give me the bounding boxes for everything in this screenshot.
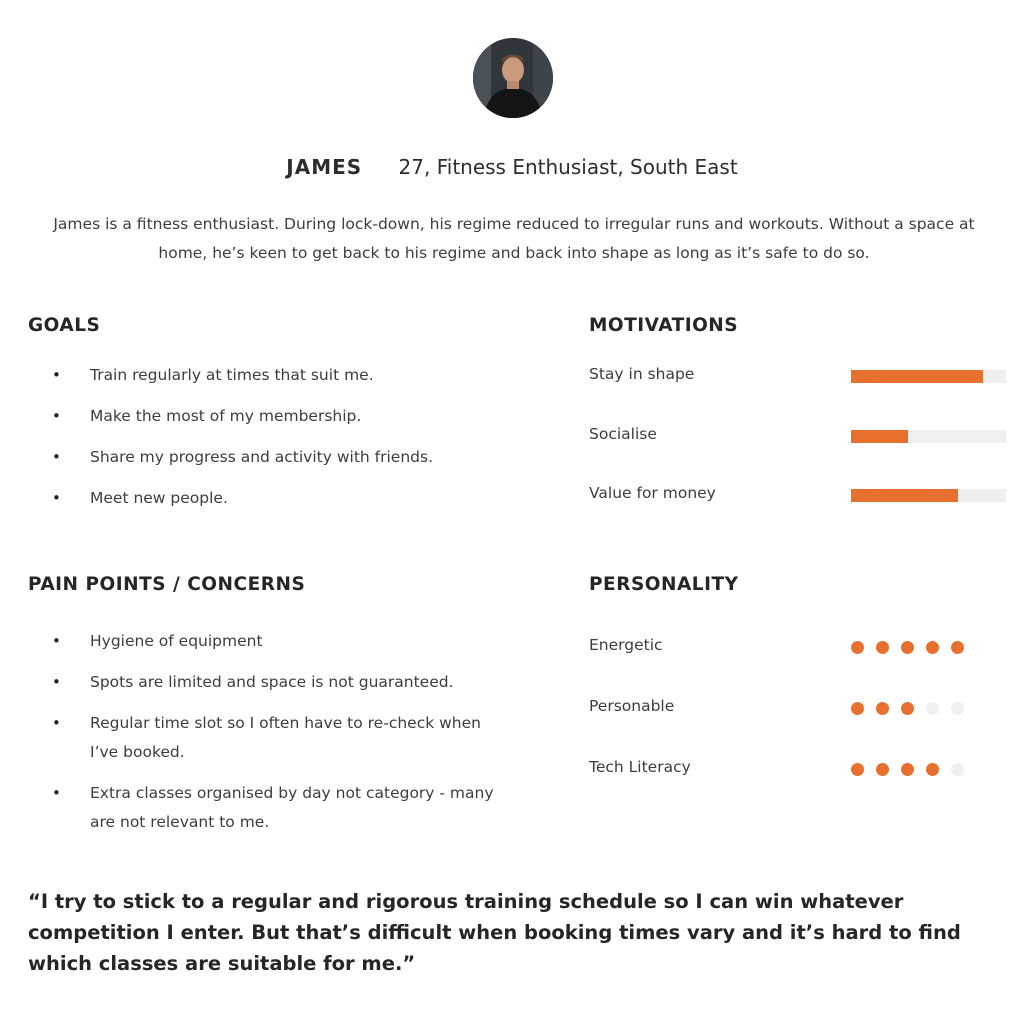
rating-dot-filled	[901, 702, 914, 715]
bullet-icon: •	[52, 366, 61, 384]
rating-dot-filled	[851, 763, 864, 776]
motivation-bar	[851, 489, 1006, 502]
bullet-icon: •	[52, 784, 61, 802]
pain-point-text: Spots are limited and space is not guaranteed.	[90, 673, 454, 691]
pain-points-list	[48, 627, 518, 837]
persona-bio: James is a fitness enthusiast. During lock-down, his regime reduced to irregular runs and workouts. Without a space at home, he’s keen to get back to his regime and back into shape as long as it’s safe to do so.	[53, 215, 975, 262]
rating-dot-filled	[901, 763, 914, 776]
motivation-bar	[851, 430, 1006, 443]
personality-rating	[851, 763, 964, 776]
bullet-icon: •	[52, 407, 61, 425]
personality-rating	[851, 641, 964, 654]
goals-list	[48, 361, 518, 513]
goal-text: Make the most of my membership.	[90, 407, 362, 425]
pain-point-text: Extra classes organised by day not category - many are not relevant to me.	[90, 784, 494, 831]
list-item	[48, 627, 518, 656]
motivation-label: Value for money	[589, 484, 716, 502]
personality-title: PERSONALITY	[589, 574, 739, 595]
personality-label: Tech Literacy	[589, 758, 691, 776]
list-item	[48, 443, 518, 472]
bullet-icon: •	[52, 448, 61, 466]
goal-text: Train regularly at times that suit me.	[90, 366, 374, 384]
list-item	[48, 668, 518, 697]
bullet-icon: •	[52, 489, 61, 507]
rating-dot-filled	[876, 763, 889, 776]
bullet-icon: •	[52, 714, 61, 732]
rating-dot-empty	[951, 702, 964, 715]
motivation-bar-fill	[851, 370, 983, 383]
rating-dot-filled	[876, 702, 889, 715]
list-item	[48, 709, 510, 767]
rating-dot-filled	[851, 641, 864, 654]
motivation-bar	[851, 370, 1006, 383]
personality-label: Personable	[589, 697, 675, 715]
avatar	[473, 38, 553, 118]
list-item	[48, 361, 518, 390]
rating-dot-empty	[926, 702, 939, 715]
profile-header	[0, 155, 1024, 179]
bullet-icon: •	[52, 632, 61, 650]
rating-dot-filled	[926, 763, 939, 776]
motivation-bar-fill	[851, 430, 908, 443]
goal-text: Share my progress and activity with friends.	[90, 448, 433, 466]
motivation-label: Socialise	[589, 425, 657, 443]
bullet-icon: •	[52, 673, 61, 691]
goal-text: Meet new people.	[90, 489, 228, 507]
list-item	[48, 484, 518, 513]
personality-label: Energetic	[589, 636, 663, 654]
pain-point-text: Hygiene of equipment	[90, 632, 263, 650]
rating-dot-filled	[951, 641, 964, 654]
rating-dot-empty	[951, 763, 964, 776]
persona-name: JAMES	[286, 155, 363, 179]
list-item	[48, 779, 510, 837]
personality-rating	[851, 702, 964, 715]
pain-point-text: Regular time slot so I often have to re-check when I’ve booked.	[90, 714, 481, 761]
motivation-label: Stay in shape	[589, 365, 695, 383]
persona-details: 27, Fitness Enthusiast, South East	[398, 155, 738, 179]
goals-title: GOALS	[28, 315, 101, 336]
profile-photo	[473, 38, 553, 118]
rating-dot-filled	[901, 641, 914, 654]
rating-dot-filled	[926, 641, 939, 654]
rating-dot-filled	[851, 702, 864, 715]
pain-points-title: PAIN POINTS / CONCERNS	[28, 574, 306, 595]
motivation-bar-fill	[851, 489, 958, 502]
motivations-title: MOTIVATIONS	[589, 315, 739, 336]
rating-dot-filled	[876, 641, 889, 654]
persona-quote: “I try to stick to a regular and rigorous training schedule so I can win whatever competition I enter. But that’s difficult when booking times vary and it’s hard to find which classes are suitable for me.”	[28, 890, 961, 975]
list-item	[48, 402, 518, 431]
